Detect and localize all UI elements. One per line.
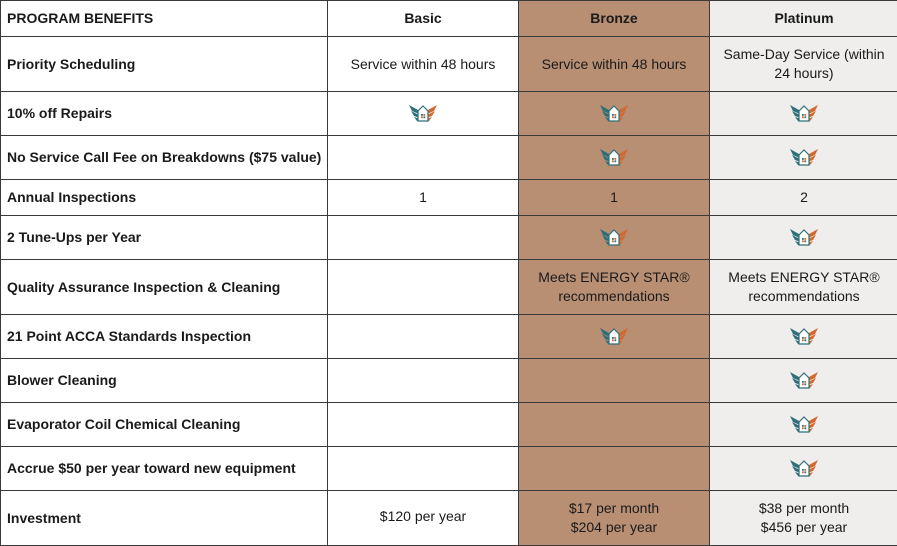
bronze-cell: 1 xyxy=(519,180,710,216)
table-row xyxy=(1,315,897,359)
benefit-label: Quality Assurance Inspection & Cleaning xyxy=(1,260,328,315)
benefit-label: No Service Call Fee on Breakdowns ($75 value) xyxy=(1,136,328,180)
platinum-cell xyxy=(710,403,897,447)
table-row xyxy=(1,403,897,447)
benefit-label: Priority Scheduling xyxy=(1,37,328,92)
platinum-header: Platinum xyxy=(710,1,897,37)
bronze-cell xyxy=(519,359,710,403)
bronze-cell xyxy=(519,315,710,359)
bronze-cell: Meets ENERGY STAR® recommendations xyxy=(519,260,710,315)
platinum-monthly-price: $38 per month xyxy=(716,499,892,518)
platinum-cell xyxy=(710,315,897,359)
benefit-label: Evaporator Coil Chemical Cleaning xyxy=(1,403,328,447)
winged-house-check-icon xyxy=(789,325,819,349)
benefit-label: 10% off Repairs xyxy=(1,92,328,136)
bronze-cell xyxy=(519,447,710,491)
winged-house-check-icon xyxy=(789,369,819,393)
platinum-cell xyxy=(710,447,897,491)
winged-house-check-icon xyxy=(599,102,629,126)
basic-cell xyxy=(328,403,519,447)
platinum-cell xyxy=(710,216,897,260)
bronze-cell xyxy=(519,216,710,260)
table-row xyxy=(1,260,897,315)
platinum-cell xyxy=(710,92,897,136)
bronze-header: Bronze xyxy=(519,1,710,37)
table-row xyxy=(1,37,897,92)
platinum-cell xyxy=(710,136,897,180)
basic-price: $120 per year xyxy=(328,491,519,546)
winged-house-check-icon xyxy=(789,413,819,437)
winged-house-check-icon xyxy=(789,146,819,170)
program-benefits-header: PROGRAM BENEFITS xyxy=(1,1,328,37)
basic-cell xyxy=(328,447,519,491)
basic-cell xyxy=(328,216,519,260)
winged-house-check-icon xyxy=(599,146,629,170)
winged-house-check-icon xyxy=(599,226,629,250)
basic-header: Basic xyxy=(328,1,519,37)
basic-cell xyxy=(328,359,519,403)
table-row xyxy=(1,92,897,136)
basic-cell xyxy=(328,92,519,136)
header-row xyxy=(1,1,897,37)
bronze-cell xyxy=(519,403,710,447)
table-row xyxy=(1,491,897,546)
bronze-cell: Service within 48 hours xyxy=(519,37,710,92)
table-row xyxy=(1,136,897,180)
basic-cell xyxy=(328,260,519,315)
table-row xyxy=(1,359,897,403)
bronze-cell xyxy=(519,136,710,180)
table-row xyxy=(1,216,897,260)
platinum-price xyxy=(710,491,897,546)
bronze-cell xyxy=(519,92,710,136)
basic-cell: Service within 48 hours xyxy=(328,37,519,92)
table-row xyxy=(1,180,897,216)
winged-house-check-icon xyxy=(408,102,438,126)
basic-cell: 1 xyxy=(328,180,519,216)
bronze-monthly-price: $17 per month xyxy=(525,499,703,518)
platinum-cell: Same-Day Service (within 24 hours) xyxy=(710,37,897,92)
platinum-cell: 2 xyxy=(710,180,897,216)
winged-house-check-icon xyxy=(789,102,819,126)
platinum-yearly-price: $456 per year xyxy=(716,518,892,537)
platinum-cell xyxy=(710,359,897,403)
table-row xyxy=(1,447,897,491)
basic-cell xyxy=(328,136,519,180)
benefit-label: Blower Cleaning xyxy=(1,359,328,403)
winged-house-check-icon xyxy=(789,457,819,481)
benefit-label: Annual Inspections xyxy=(1,180,328,216)
bronze-price xyxy=(519,491,710,546)
benefit-label: Investment xyxy=(1,491,328,546)
winged-house-check-icon xyxy=(789,226,819,250)
bronze-yearly-price: $204 per year xyxy=(525,518,703,537)
benefit-label: Accrue $50 per year toward new equipment xyxy=(1,447,328,491)
basic-cell xyxy=(328,315,519,359)
winged-house-check-icon xyxy=(599,325,629,349)
benefit-label: 2 Tune-Ups per Year xyxy=(1,216,328,260)
platinum-cell: Meets ENERGY STAR® recommendations xyxy=(710,260,897,315)
benefit-label: 21 Point ACCA Standards Inspection xyxy=(1,315,328,359)
